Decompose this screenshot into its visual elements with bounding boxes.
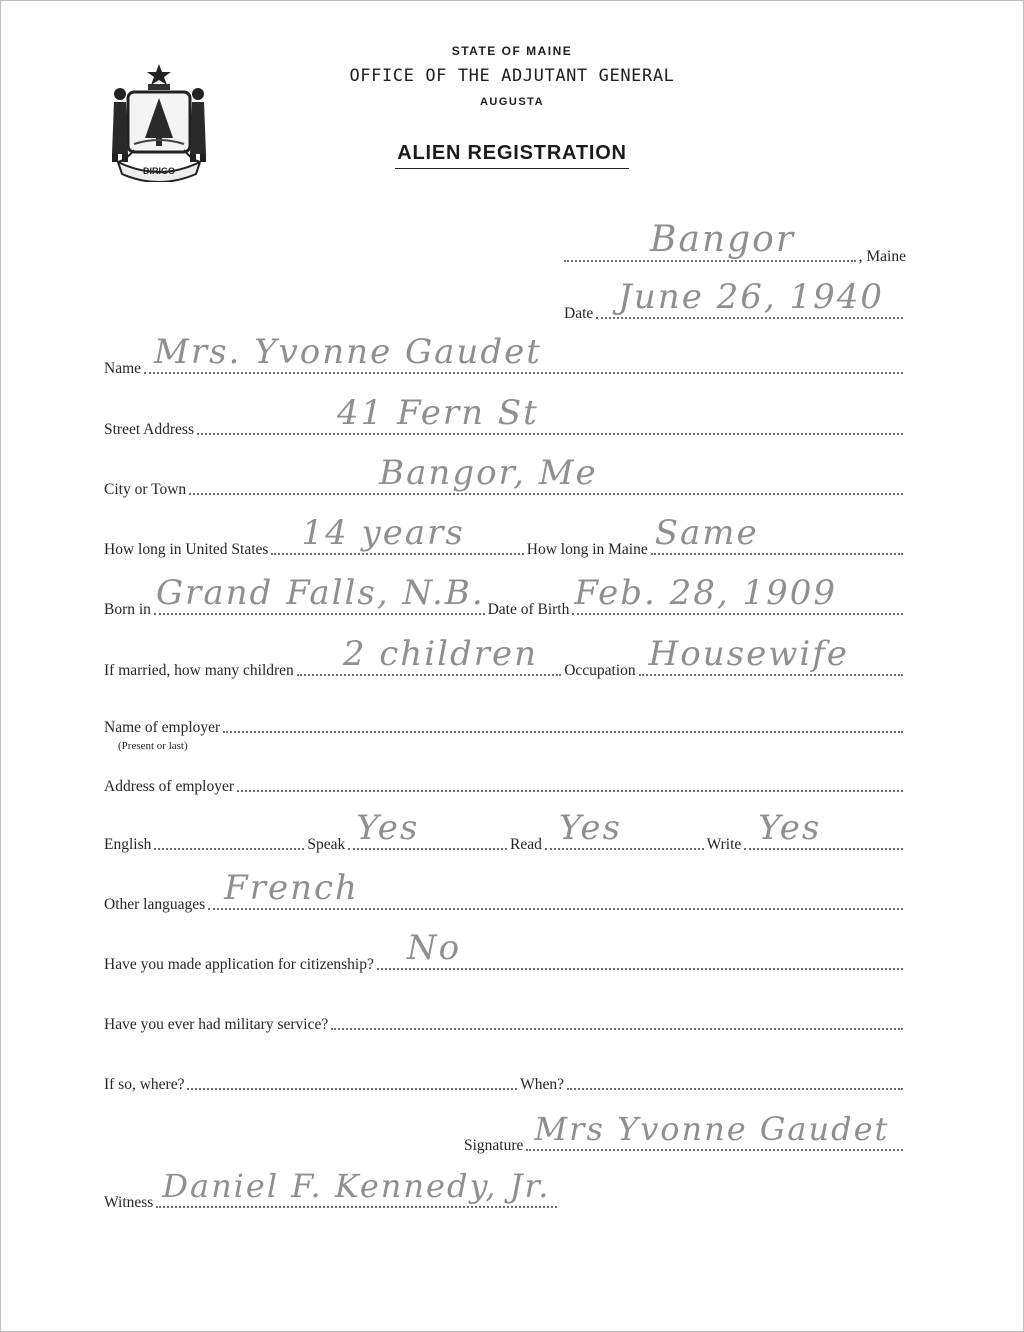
employer-row	[104, 719, 906, 752]
employer-address-label: Address of employer	[104, 778, 234, 795]
maine-suffix: , Maine	[858, 248, 906, 265]
witness-label: Witness	[104, 1194, 154, 1211]
speak-label: Speak	[307, 836, 346, 853]
speak-value: Yes	[356, 808, 420, 848]
when-line	[567, 1085, 903, 1090]
english-label: English	[104, 836, 152, 853]
when-label: When?	[520, 1076, 564, 1093]
speak-line	[348, 808, 507, 850]
children-line	[297, 634, 561, 676]
city-value: Bangor, Me	[379, 453, 598, 493]
citizenship-label: Have you made application for citizenship?	[104, 956, 374, 973]
other-languages-row	[104, 868, 906, 914]
street-label: Street Address	[104, 421, 194, 438]
employer-label-text: Name of employer	[104, 719, 221, 736]
city-row	[104, 453, 906, 499]
dob-value: Feb. 28, 1909	[574, 573, 838, 613]
place-line	[564, 219, 856, 262]
occupation-line	[639, 634, 903, 676]
signature-row	[464, 1110, 906, 1155]
occupation-value: Housewife	[648, 634, 849, 674]
citizenship-value: No	[406, 928, 462, 968]
witness-line	[156, 1167, 557, 1208]
name-line	[144, 332, 903, 374]
street-value: 41 Fern St	[336, 393, 539, 433]
military-line	[331, 1025, 903, 1030]
other-languages-line	[208, 868, 903, 910]
form-title: ALIEN REGISTRATION	[395, 142, 629, 169]
english-row	[104, 808, 906, 854]
city-heading: AUGUSTA	[479, 96, 545, 108]
name-label: Name	[104, 360, 142, 377]
name-row	[104, 332, 906, 378]
employer-address-row	[104, 778, 906, 796]
english-line	[154, 845, 304, 850]
children-label: If married, how many children	[104, 662, 294, 679]
state-heading: STATE OF MAINE	[451, 44, 573, 58]
born-label: Born in	[104, 601, 151, 618]
city-line	[189, 453, 903, 495]
where-when-row	[104, 1076, 906, 1094]
signature-label: Signature	[464, 1137, 524, 1154]
dob-label: Date of Birth	[487, 601, 570, 618]
place-row	[564, 219, 906, 266]
how-long-row	[104, 513, 906, 559]
how-long-us-label: How long in United States	[104, 541, 269, 558]
place-value: Bangor	[650, 219, 796, 260]
born-row	[104, 573, 906, 619]
employer-address-line	[237, 787, 903, 792]
write-value: Yes	[758, 808, 822, 848]
other-languages-label: Other languages	[104, 896, 206, 913]
where-label: If so, where?	[104, 1076, 185, 1093]
witness-row	[104, 1167, 560, 1212]
years-maine-value: Same	[654, 513, 759, 553]
how-long-maine-line	[651, 513, 903, 555]
employer-label	[104, 719, 221, 752]
date-label: Date	[564, 305, 594, 322]
signature-line	[526, 1110, 903, 1151]
born-in-value: Grand Falls, N.B.	[155, 573, 485, 613]
name-value: Mrs. Yvonne Gaudet	[154, 332, 542, 372]
write-line	[744, 808, 903, 850]
city-label: City or Town	[104, 481, 187, 498]
occupation-label: Occupation	[564, 662, 636, 679]
signature-value: Mrs Yvonne Gaudet	[534, 1110, 890, 1148]
read-label: Read	[510, 836, 542, 853]
citizenship-line	[377, 928, 903, 970]
children-value: 2 children	[342, 634, 538, 674]
where-line	[187, 1085, 517, 1090]
children-row	[104, 634, 906, 680]
witness-value: Daniel F. Kennedy, Jr.	[162, 1167, 551, 1205]
employer-sublabel: (Present or last)	[118, 740, 188, 752]
date-line	[596, 277, 903, 319]
citizenship-row	[104, 928, 906, 974]
how-long-us-line	[271, 513, 523, 555]
dob-line	[572, 573, 903, 615]
date-row	[564, 277, 906, 323]
other-languages-value: French	[224, 868, 359, 908]
office-heading: OFFICE OF THE ADJUTANT GENERAL	[349, 66, 675, 86]
seal-motto: DIRIGO	[142, 166, 176, 176]
date-value: June 26, 1940	[618, 277, 885, 317]
read-value: Yes	[558, 808, 622, 848]
military-label: Have you ever had military service?	[104, 1016, 329, 1033]
street-row	[104, 393, 906, 439]
years-us-value: 14 years	[301, 513, 465, 553]
military-row	[104, 1016, 906, 1034]
how-long-maine-label: How long in Maine	[526, 541, 648, 558]
employer-line	[223, 728, 903, 733]
street-line	[197, 393, 903, 435]
write-label: Write	[706, 836, 742, 853]
read-line	[545, 808, 704, 850]
born-line	[154, 573, 485, 615]
